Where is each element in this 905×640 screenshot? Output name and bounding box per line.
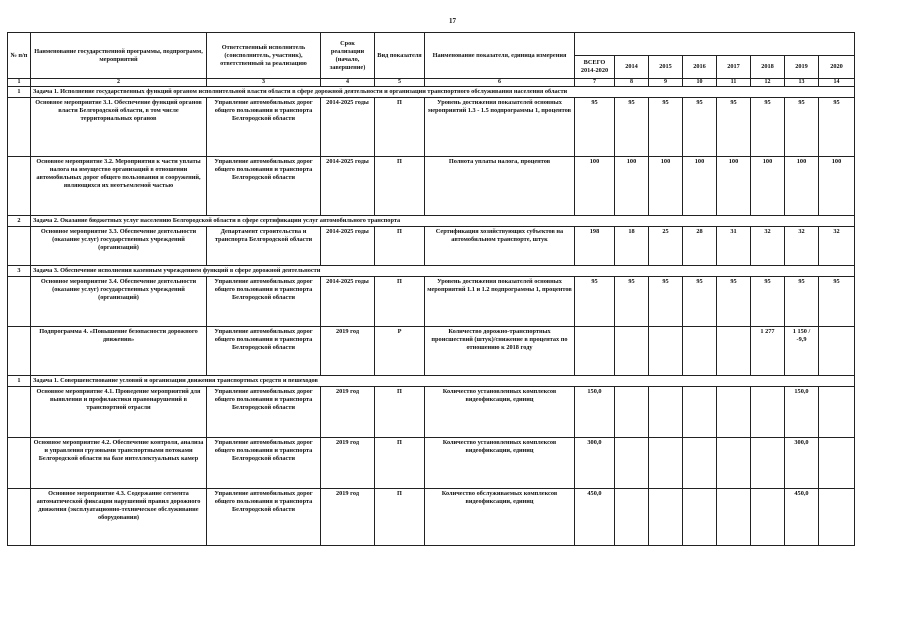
row-term: 2014-2025 годы [321, 227, 375, 266]
row-responsible: Управление автомобильных дорог общего пользования и транспорта Белгородской области [207, 438, 321, 489]
row-name: Основное мероприятие 4.1. Проведение мероприятий для выявления и профилактики правонарушений в транспортной отрасли [31, 387, 207, 438]
row-type: П [375, 98, 425, 157]
task-title: Задача 3. Обеспечение исполнения казенным учреждением функций в сфере дорожной деятельности [31, 266, 855, 277]
row-type: П [375, 387, 425, 438]
row-value [615, 387, 649, 438]
column-number: 11 [717, 79, 751, 87]
task-number: 1 [8, 376, 31, 387]
row-value: 1 277 [751, 327, 785, 376]
row-type: П [375, 277, 425, 327]
row-value [615, 438, 649, 489]
row-value: 31 [717, 227, 751, 266]
row-total: 95 [575, 277, 615, 327]
task-title: Задача 1. Совершенствование условий и организации движения транспортных средств и пешеходов [31, 376, 855, 387]
row-indicator: Уровень достижения показателей основных мероприятий 1.1 и 1.2 подпрограммы 1, процентов [425, 277, 575, 327]
column-number: 3 [207, 79, 321, 87]
table-row [8, 277, 855, 327]
row-value [751, 387, 785, 438]
row-num-cell [8, 327, 31, 376]
row-num-cell [8, 277, 31, 327]
column-number: 2 [31, 79, 207, 87]
header-year: 2016 [683, 56, 717, 79]
row-value: 95 [819, 277, 855, 327]
table-row [8, 489, 855, 546]
row-responsible: Управление автомобильных дорог общего пользования и транспорта Белгородской области [207, 387, 321, 438]
row-total: 150,0 [575, 387, 615, 438]
table-row [8, 387, 855, 438]
row-value [683, 489, 717, 546]
header-year: 2019 [785, 56, 819, 79]
row-num-cell [8, 157, 31, 216]
table-row [8, 438, 855, 489]
column-number: 13 [785, 79, 819, 87]
row-term: 2019 год [321, 438, 375, 489]
task-title: Задача 1. Исполнение государственных функций органом исполнительной власти области в сфере дорожной деятельности и организации транспортного обслуживания населения области [31, 87, 855, 98]
row-num-cell [8, 489, 31, 546]
row-value: 95 [649, 277, 683, 327]
header-year: 2017 [717, 56, 751, 79]
column-number: 5 [375, 79, 425, 87]
row-name: Основное мероприятие 3.4. Обеспечение деятельности (оказание услуг) государственных учреждений (организаций) [31, 277, 207, 327]
row-value: 95 [785, 98, 819, 157]
table-row [8, 327, 855, 376]
indicators-table [7, 32, 855, 546]
row-type: П [375, 227, 425, 266]
column-number: 10 [683, 79, 717, 87]
row-value: 32 [785, 227, 819, 266]
table-row [8, 98, 855, 157]
header-year: 2014 [615, 56, 649, 79]
row-term: 2019 год [321, 327, 375, 376]
row-total: 300,0 [575, 438, 615, 489]
row-value: 100 [819, 157, 855, 216]
column-number: 6 [425, 79, 575, 87]
row-name: Основное мероприятие 3.3. Обеспечение деятельности (оказание услуг) государственных учреждений (организаций) [31, 227, 207, 266]
row-value [649, 438, 683, 489]
row-value: 95 [683, 98, 717, 157]
row-indicator: Уровень достижения показателей основных мероприятий 1.3 - 1.5 подпрограммы 1, процентов [425, 98, 575, 157]
row-value: 100 [649, 157, 683, 216]
row-value [683, 387, 717, 438]
row-value: 150,0 [785, 387, 819, 438]
row-total [575, 327, 615, 376]
row-value: 95 [615, 98, 649, 157]
row-value [683, 327, 717, 376]
row-value: 95 [819, 98, 855, 157]
column-number: 14 [819, 79, 855, 87]
row-value [683, 438, 717, 489]
table-row [8, 227, 855, 266]
row-value: 95 [751, 277, 785, 327]
row-value [751, 438, 785, 489]
row-responsible: Управление автомобильных дорог общего пользования и транспорта Белгородской области [207, 327, 321, 376]
row-value [649, 387, 683, 438]
header-type: Вид показателя [375, 33, 425, 79]
column-number: 9 [649, 79, 683, 87]
row-value [717, 327, 751, 376]
page-number: 17 [449, 17, 456, 25]
row-value: 95 [751, 98, 785, 157]
row-value [819, 387, 855, 438]
row-responsible: Департамент строительства и транспорта Белгородской области [207, 227, 321, 266]
row-num-cell [8, 227, 31, 266]
row-value: 100 [751, 157, 785, 216]
row-indicator: Количество установленных комплексов видеофиксации, единиц [425, 387, 575, 438]
row-value: 95 [649, 98, 683, 157]
row-total: 95 [575, 98, 615, 157]
row-value [649, 489, 683, 546]
header-indicator: Наименование показателя, единица измерения [425, 33, 575, 79]
row-name: Основное мероприятие 4.2. Обеспечение контроля, анализа и управления грузовыми транспортными потоками Белгородской области на базе интеллектуальных камер [31, 438, 207, 489]
row-responsible: Управление автомобильных дорог общего пользования и транспорта Белгородской области [207, 157, 321, 216]
row-value: 100 [683, 157, 717, 216]
row-value [819, 327, 855, 376]
row-name: Основное мероприятие 4.3. Содержание сегмента автоматической фиксации нарушений правил дорожного движения (эксплуатационно-техническое обслуживание оборудования) [31, 489, 207, 546]
task-row [8, 87, 855, 98]
row-value [819, 489, 855, 546]
row-responsible: Управление автомобильных дорог общего пользования и транспорта Белгородской области [207, 277, 321, 327]
row-value: 25 [649, 227, 683, 266]
column-number: 1 [8, 79, 31, 87]
row-value: 28 [683, 227, 717, 266]
row-num-cell [8, 438, 31, 489]
header-responsible: Ответственный исполнитель (соисполнитель, участник), ответственный за реализацию [207, 33, 321, 79]
row-indicator: Количество обслуживаемых комплексов видеофиксации, единиц [425, 489, 575, 546]
row-value: 18 [615, 227, 649, 266]
column-number: 12 [751, 79, 785, 87]
row-value: 1 150 / -9,9 [785, 327, 819, 376]
row-value: 100 [785, 157, 819, 216]
table-header-row [8, 33, 855, 56]
row-indicator: Сертификация хозяйствующих субъектов на автомобильном транспорте, штук [425, 227, 575, 266]
row-value: 32 [819, 227, 855, 266]
row-term: 2014-2025 годы [321, 98, 375, 157]
row-term: 2014-2025 годы [321, 157, 375, 216]
task-row [8, 376, 855, 387]
task-row [8, 266, 855, 277]
row-value [717, 387, 751, 438]
header-total: ВСЕГО 2014-2020 [575, 56, 615, 79]
task-number: 3 [8, 266, 31, 277]
row-value: 95 [717, 277, 751, 327]
row-value [751, 489, 785, 546]
row-value [819, 438, 855, 489]
row-total: 450,0 [575, 489, 615, 546]
header-values-span [575, 33, 855, 56]
row-value: 100 [717, 157, 751, 216]
row-value: 100 [615, 157, 649, 216]
column-number: 4 [321, 79, 375, 87]
row-term: 2019 год [321, 489, 375, 546]
column-number: 8 [615, 79, 649, 87]
header-name: Наименование государственной программы, подпрограмм, мероприятий [31, 33, 207, 79]
row-value [615, 489, 649, 546]
row-type: П [375, 438, 425, 489]
row-value [717, 438, 751, 489]
table-row [8, 157, 855, 216]
column-number-row [8, 79, 855, 87]
row-value [649, 327, 683, 376]
header-year: 2018 [751, 56, 785, 79]
row-responsible: Управление автомобильных дорог общего пользования и транспорта Белгородской области [207, 489, 321, 546]
row-type: П [375, 157, 425, 216]
header-num: № п/п [8, 33, 31, 79]
row-indicator: Количество установленных комплексов видеофиксации, единиц [425, 438, 575, 489]
row-value: 300,0 [785, 438, 819, 489]
row-value: 95 [615, 277, 649, 327]
task-number: 2 [8, 216, 31, 227]
row-indicator: Полнота уплаты налога, процентов [425, 157, 575, 216]
row-responsible: Управление автомобильных дорог общего пользования и транспорта Белгородской области [207, 98, 321, 157]
row-value: 95 [683, 277, 717, 327]
row-type: Р [375, 327, 425, 376]
task-title: Задача 2. Оказание бюджетных услуг населению Белгородской области в сфере сертификации услуг автомобильного транспорта [31, 216, 855, 227]
row-value [717, 489, 751, 546]
row-total: 198 [575, 227, 615, 266]
row-indicator: Количество дорожно-транспортных происшествий (штук)/снижение в процентах по отношению к 2018 году [425, 327, 575, 376]
row-name: Основное мероприятие 3.1. Обеспечение функций органов власти Белгородской области, в том числе территориальных органов [31, 98, 207, 157]
header-year: 2020 [819, 56, 855, 79]
row-value [615, 327, 649, 376]
header-term: Срок реализации (начало, завершение) [321, 33, 375, 79]
row-value: 95 [717, 98, 751, 157]
row-value: 450,0 [785, 489, 819, 546]
header-year: 2015 [649, 56, 683, 79]
row-total: 100 [575, 157, 615, 216]
task-number: 1 [8, 87, 31, 98]
row-term: 2019 год [321, 387, 375, 438]
row-term: 2014-2025 годы [321, 277, 375, 327]
row-num-cell [8, 98, 31, 157]
row-name: Основное мероприятие 3.2. Мероприятия к части уплаты налога на имущество организаций в отношении автомобильных дорог общего пользования и сооружений, являющихся их неотъемлемой частью [31, 157, 207, 216]
row-value: 32 [751, 227, 785, 266]
column-number: 7 [575, 79, 615, 87]
row-num-cell [8, 387, 31, 438]
row-type: П [375, 489, 425, 546]
task-row [8, 216, 855, 227]
row-name: Подпрограмма 4. «Повышение безопасности дорожного движения» [31, 327, 207, 376]
row-value: 95 [785, 277, 819, 327]
